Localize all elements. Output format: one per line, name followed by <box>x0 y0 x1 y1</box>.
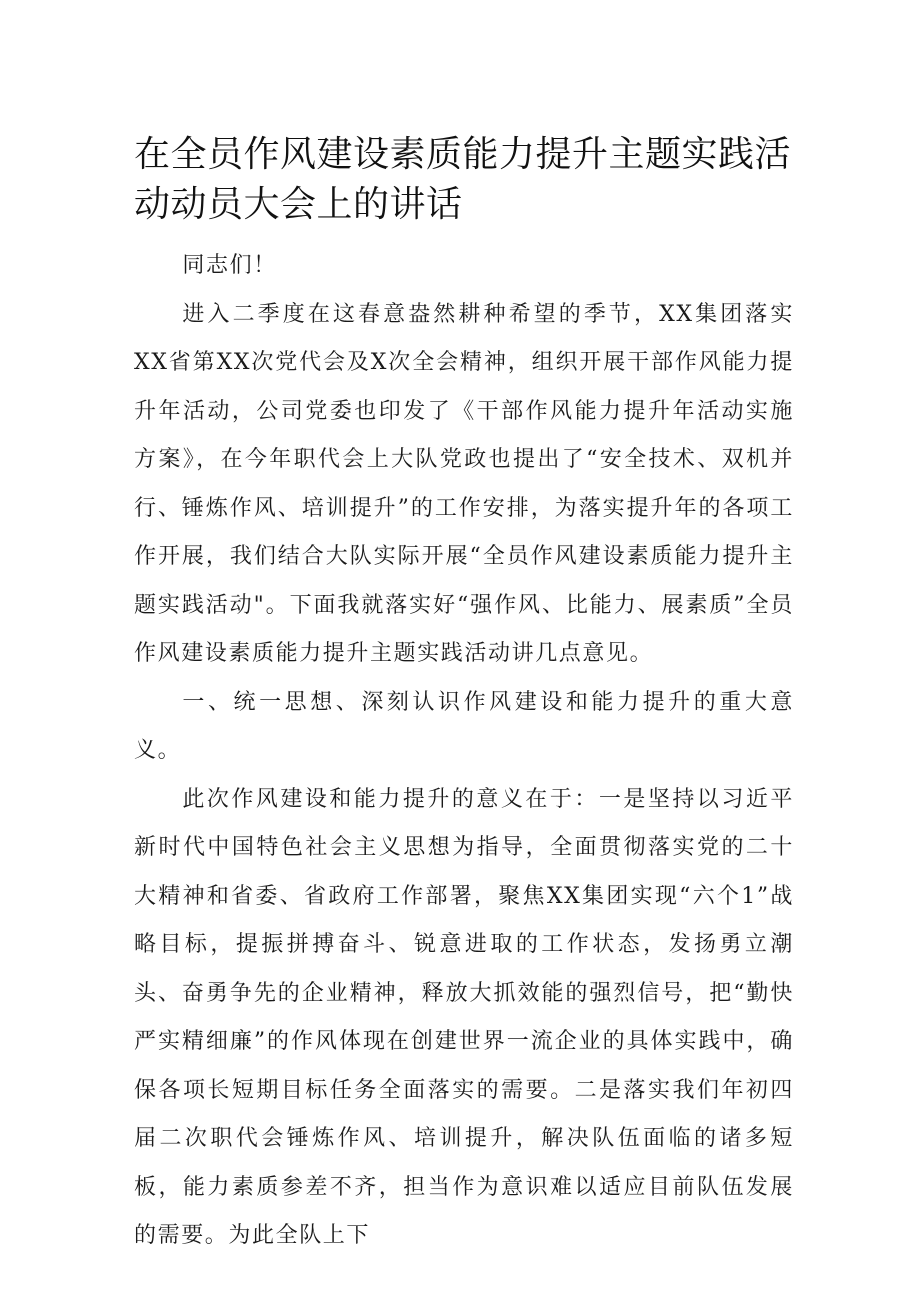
salutation-paragraph: 同志们！ <box>182 253 277 278</box>
document-title: 在全员作风建设素质能力提升主题实践活动动员大会上的讲话 <box>134 134 792 225</box>
section-1-paragraph: 此次作风建设和能力提升的意义在于：一是坚持以习近平新时代中国特色社会主义思想为指导，全面贯彻落实党的二十大精神和省委、省政府工作部署，聚焦XX集团实现“六个1”战略目标，提振拼搏奋斗、锐意进取的工作状态，发扬勇立潮头、奋勇争先的企业精神，释放大抓效能的强烈信号，把“勤快严实精细廉”的作风体现在创建世界一流企业的具体实践中，确保各项长短期目标任务全面落实的需要。二是落实我们年初四届二次职代会锤炼作风、培训提升，解决队伍面临的诸多短板，能力素质参差不齐，担当作为意识难以适应目前队伍发展的需要。为此全队上下 <box>134 786 794 1248</box>
document-body <box>134 242 794 1261</box>
section-heading-1: 一、统一思想、深刻认识作风建设和能力提升的重大意义。 <box>134 689 794 763</box>
intro-paragraph: 进入二季度在这春意盎然耕种希望的季节，XX集团落实XX省第XX次党代会及X次全会精神，组织开展干部作风能力提升年活动，公司党委也印发了《干部作风能力提升年活动实施方案》，在今年职代会上大队党政也提出了“安全技术、双机并行、锤炼作风、培训提升”的工作安排，为落实提升年的各项工作开展，我们结合大队实际开展“全员作风建设素质能力提升主题实践活动"。下面我就落实好“强作风、比能力、展素质”全员作风建设素质能力提升主题实践活动讲几点意见。 <box>134 301 794 666</box>
